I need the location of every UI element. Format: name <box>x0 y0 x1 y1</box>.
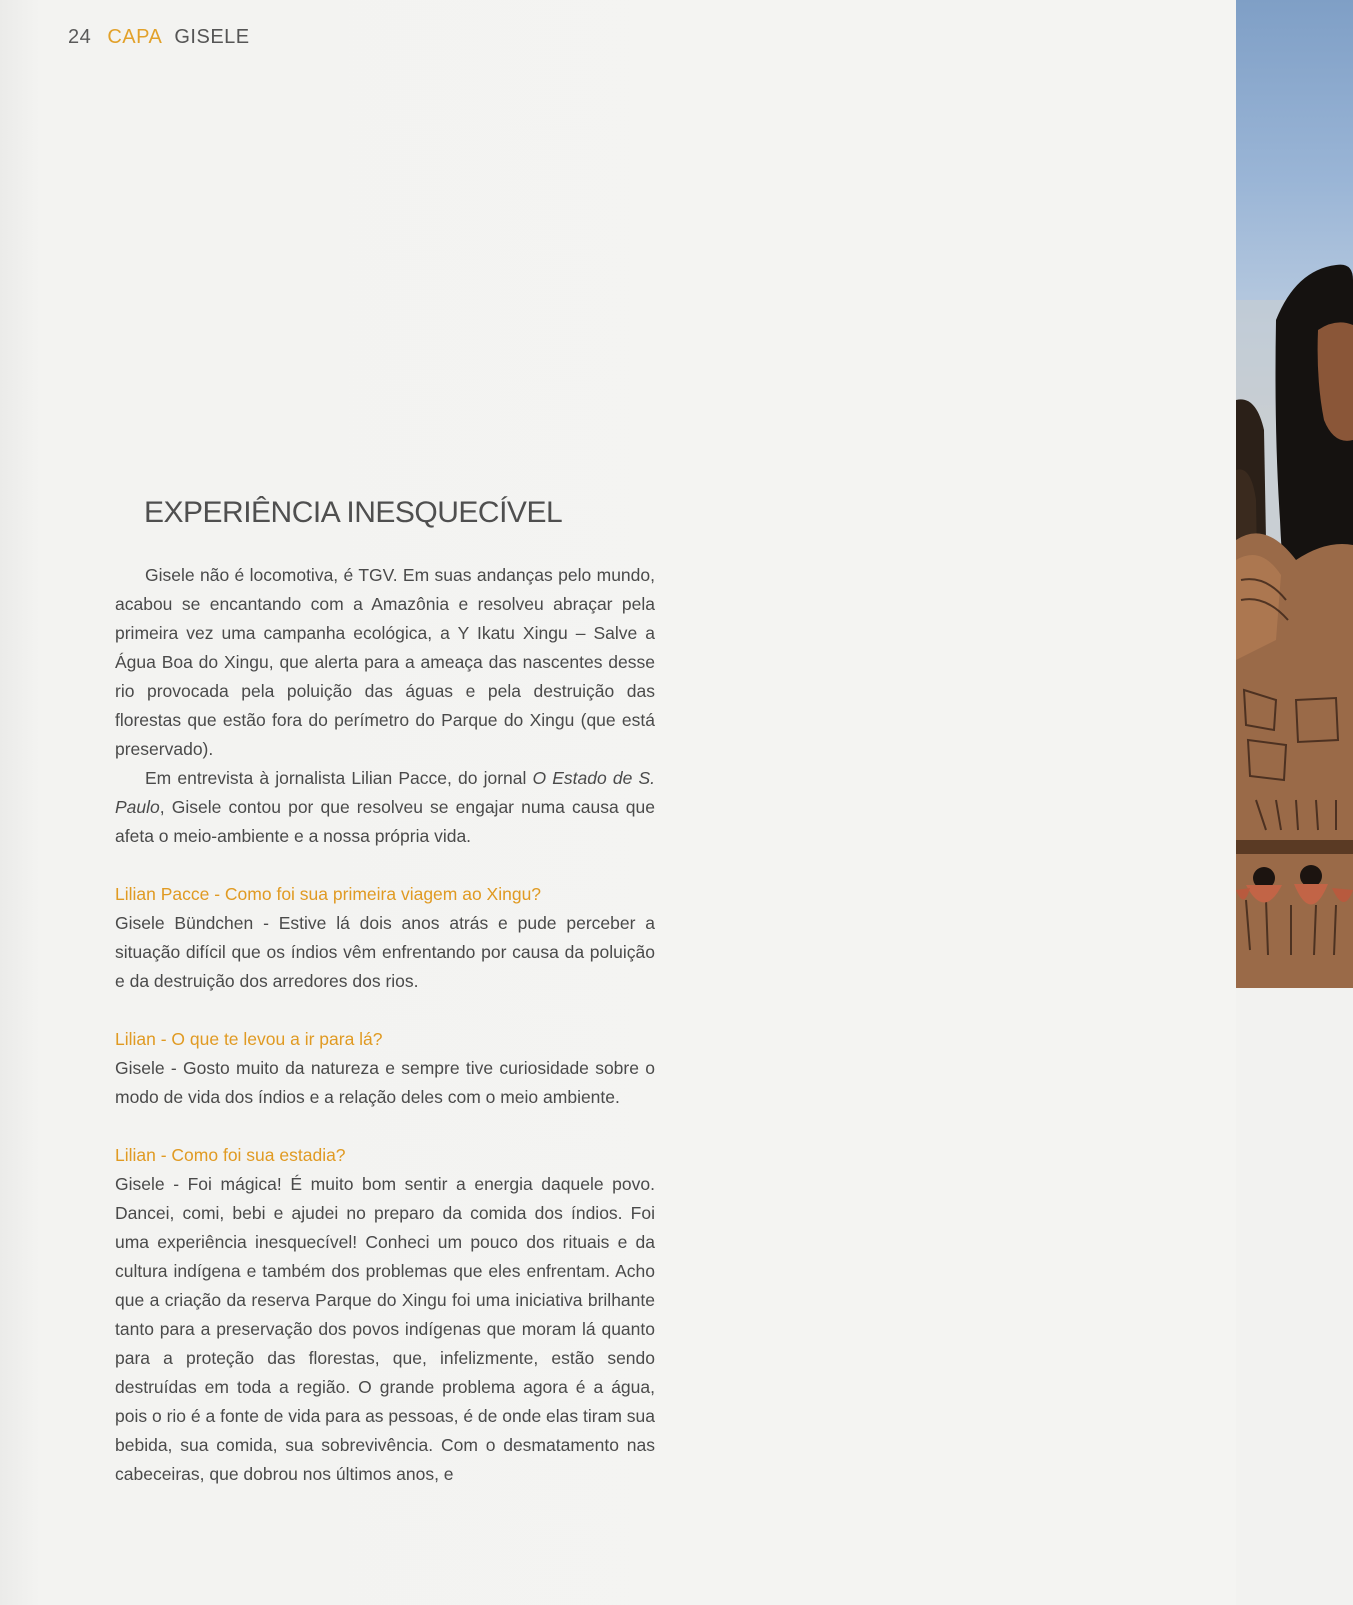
article-title: EXPERIÊNCIA INESQUECÍVEL <box>144 496 563 529</box>
qa-block-1 <box>115 880 655 996</box>
intro-paragraph-2-end: , Gisele contou por que resolveu se engajar numa causa que afeta o meio-ambiente e a nossa própria vida. <box>115 797 655 846</box>
interview-answer: Gisele - Gosto muito da natureza e sempre tive curiosidade sobre o modo de vida dos índios e a relação deles com o meio ambiente. <box>115 1058 655 1107</box>
newspaper-name: O Estado de S. Paulo <box>115 768 655 817</box>
section-label: CAPA <box>107 26 163 48</box>
page-header <box>68 26 250 49</box>
article-body <box>115 561 655 1489</box>
interview-question: Lilian - O que te levou a ir para lá? <box>115 1029 383 1049</box>
qa-block-3 <box>115 1141 655 1489</box>
interview-answer: Gisele - Foi mágica! É muito bom sentir a energia daquele povo. Dancei, comi, bebi e ajudei no preparo da comida dos índios. Foi uma experiência inesquecível! Conheci um pouco dos rituais e da cultura indígena e também dos problemas que eles enfrentam. Acho que a criação da reserva Parque do Xingu foi uma iniciativa brilhante tanto para a preservação dos povos indígenas que moram lá quanto para a proteção das florestas, que, infelizmente, estão sendo destruídas em toda a região. O grande problema agora é a água, pois o rio é a fonte de vida para as pessoas, é de onde elas tiram sua bebida, sua comida, sua sobrevivência. Com o desmatamento nas cabeceiras, que dobrou nos últimos anos, e <box>115 1174 655 1484</box>
interview-question: Lilian Pacce - Como foi sua primeira viagem ao Xingu? <box>115 884 542 904</box>
indigenous-woman-photo <box>1236 0 1353 988</box>
interview-question: Lilian - Como foi sua estadia? <box>115 1145 346 1165</box>
qa-block-2 <box>115 1025 655 1112</box>
intro-paragraph-2 <box>115 764 655 851</box>
intro-paragraph-1: Gisele não é locomotiva, é TGV. Em suas andanças pelo mundo, acabou se encantando com a Amazônia e resolveu abraçar pela primeira vez uma campanha ecológica, a Y Ikatu Xingu – Salve a Água Boa do Xingu, que alerta para a ameaça das nascentes desse rio provocada pela poluição das águas e pela destruição das florestas que estão fora do perímetro do Parque do Xingu (que está preservado). <box>115 565 655 759</box>
interview-answer: Gisele Bündchen - Estive lá dois anos atrás e pude perceber a situação difícil que os índios vêm enfrentando por causa da poluição e da destruição dos arredores dos rios. <box>115 913 655 991</box>
intro-paragraph-2-start: Em entrevista à jornalista Lilian Pacce, do jornal <box>145 768 533 788</box>
page-number: 24 <box>68 26 92 48</box>
topic-label: GISELE <box>174 26 250 48</box>
photo-illustration <box>1236 0 1353 988</box>
